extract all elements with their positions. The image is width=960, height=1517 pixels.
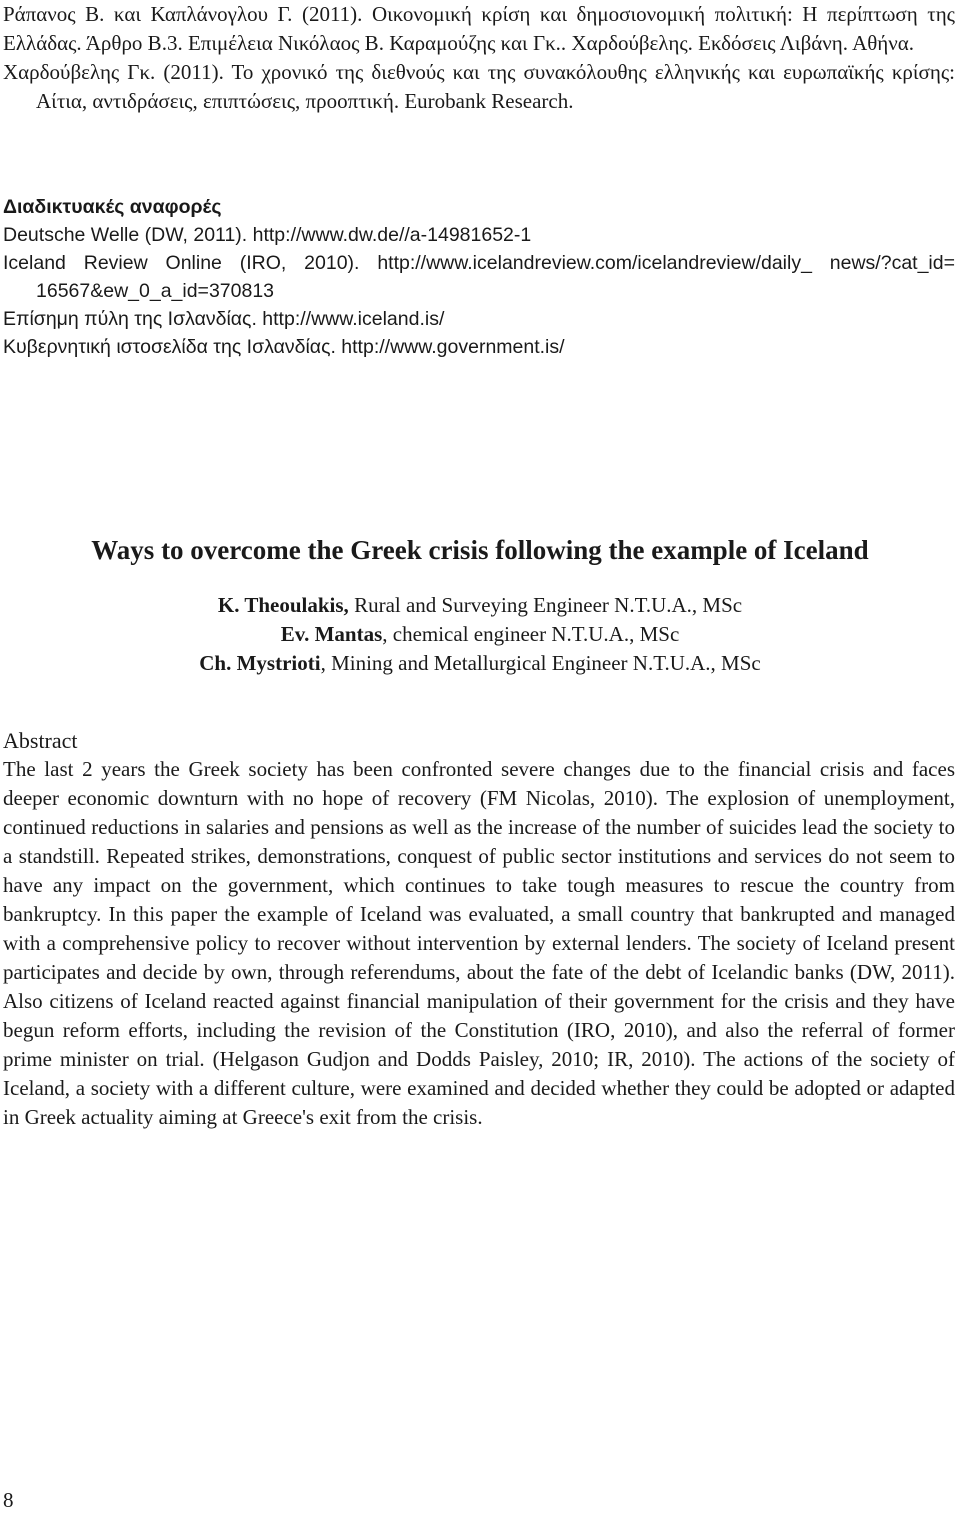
web-reference-item: Κυβερνητική ιστοσελίδα της Ισλανδίας. http://www.government.is/ bbox=[3, 336, 565, 358]
page-number: 8 bbox=[3, 1488, 14, 1512]
web-references-section bbox=[3, 193, 955, 361]
author-line bbox=[0, 620, 960, 649]
abstract-body: The last 2 years the Greek society has been confronted severe changes due to the financial crisis and faces deeper economic downturn with no hope of recovery (FM Nicolas, 2010). The explosion of unemployment, continued reductions in salaries and pensions as well as the increase of the number of suicides lead the society to a standstill. Repeated strikes, demonstrations, conquest of public sector institutions and services do not seem to have any impact on the government, which continues to take tough measures to rescue the country from bankruptcy. In this paper the example of Iceland was evaluated, a small country that bankrupted and managed with a comprehensive policy to recover without intervention by external lenders. The society of Iceland present participates and decide by own, through referendums, about the fate of the debt of Icelandic banks (DW, 2011). Also citizens of Iceland reacted against financial manipulation of their government for the crisis and they have begun reform efforts, including the revision of the Constitution (IRO, 2010), and also the referral of former prime minister on trial. (Helgason Gudjon and Dodds Paisley, 2010; IR, 2010). The actions of the society of Iceland, a society with a different culture, were examined and decided whether they could be adopted or adapted in Greek actuality aiming at Greece's exit from the crisis. bbox=[3, 757, 955, 1129]
author-name: Ev. Mantas bbox=[280, 622, 383, 646]
author-affiliation: Rural and Surveying Engineer N.T.U.A., MSc bbox=[348, 593, 743, 617]
paper-title: Ways to overcome the Greek crisis following the example of Iceland bbox=[91, 535, 869, 565]
reference-item: Χαρδούβελης Γκ. (2011). Το χρονικό της διεθνούς και της συνακόλουθης ελληνικής και ευρωπαϊκής κρίσης: Αίτια, αντιδράσεις, επιπτώσεις, προοπτική. Eurobank Research. bbox=[3, 60, 955, 113]
reference-item: Ράπανος Β. και Καπλάνογλου Γ. (2011). Οικονομική κρίση και δημοσιονομική πολιτική: Η περίπτωση της Ελλάδας. Άρθρο Β.3. Επιμέλεια Νικόλαος Β. Καραμούζης και Γκ.. Χαρδούβελης. Εκδόσεις Λιβάνη. Αθήνα. bbox=[3, 2, 955, 55]
author-affiliation: , Mining and Metallurgical Engineer N.T.U.A., MSc bbox=[320, 651, 761, 675]
abstract-heading: Abstract bbox=[3, 728, 78, 753]
web-references-heading: Διαδικτυακές αναφορές bbox=[3, 196, 222, 218]
author-list bbox=[0, 591, 960, 678]
abstract-section bbox=[3, 726, 955, 1132]
web-reference-item: Deutsche Welle (DW, 2011). http://www.dw.de//a-14981652-1 bbox=[3, 224, 532, 246]
web-reference-item: Επίσημη πύλη της Ισλανδίας. http://www.iceland.is/ bbox=[3, 308, 445, 330]
author-affiliation: , chemical engineer N.T.U.A., MSc bbox=[382, 622, 680, 646]
author-line bbox=[0, 591, 960, 620]
author-line bbox=[0, 649, 960, 678]
author-name: K. Theoulakis, bbox=[217, 593, 349, 617]
web-reference-item: Iceland Review Online (IRO, 2010). http://www.icelandreview.com/icelandreview/daily_ news/?cat_id= 16567&ew_0_a_id=370813 bbox=[3, 252, 955, 302]
author-name: Ch. Mystrioti bbox=[199, 651, 321, 675]
reference-list bbox=[3, 0, 955, 116]
